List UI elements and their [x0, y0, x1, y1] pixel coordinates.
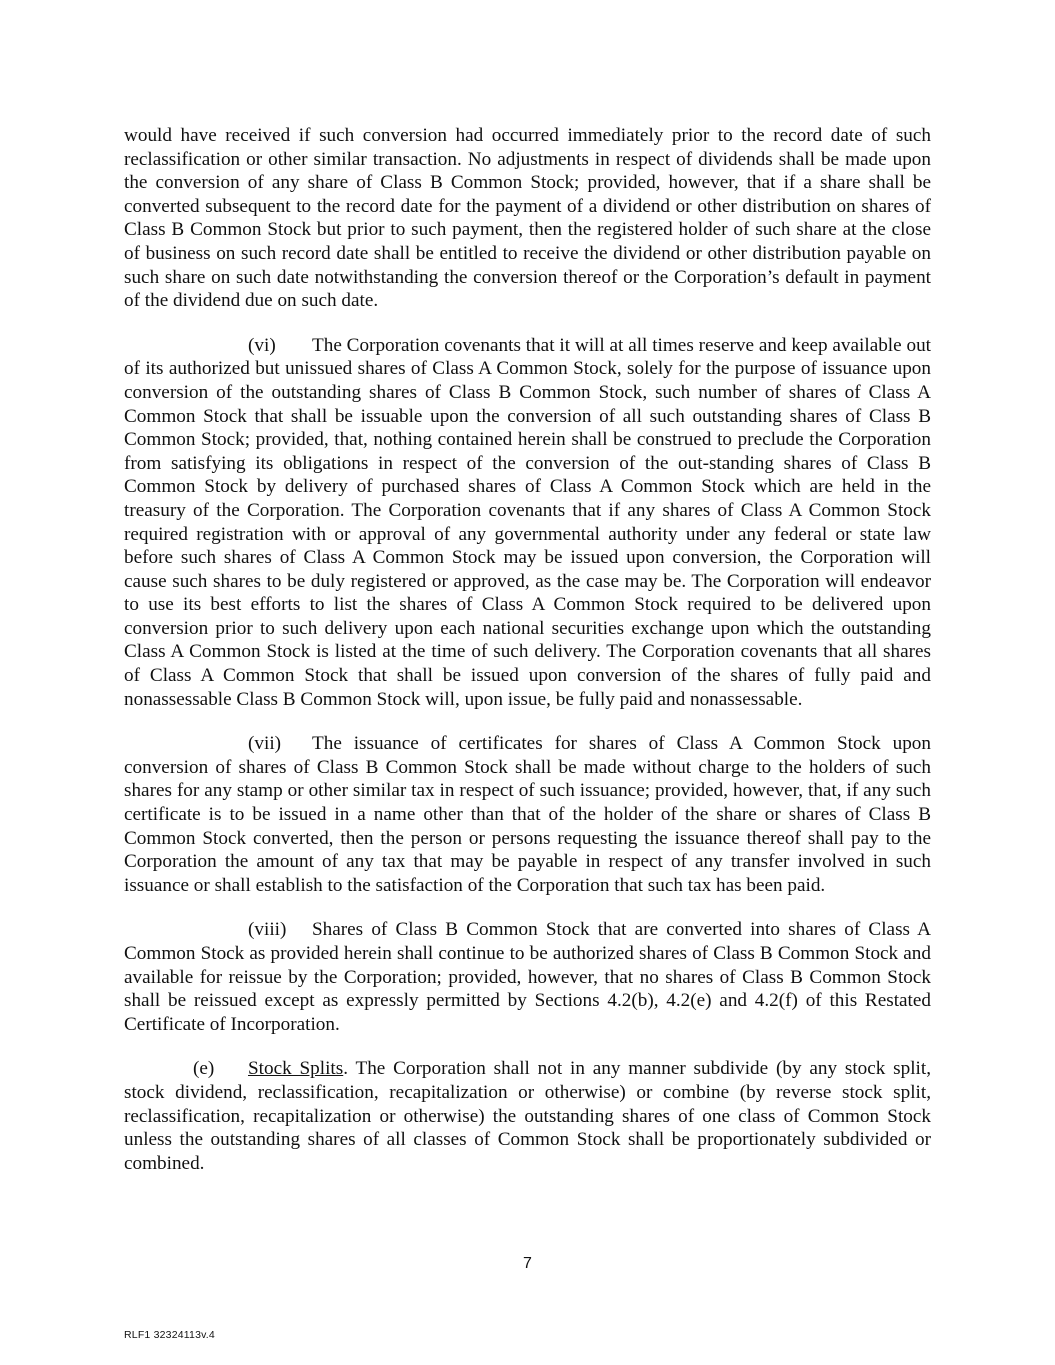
paragraph-vii — [124, 732, 931, 897]
paragraph-text: The issuance of certificates for shares of Class A Common Stock upon conversion of shares of Class B Common Stock shall be made without charge to the holders of such shares for any stamp or other similar tax in respect of such issuance; provided, however, that, if any such certificate is to be issued in a name other than that of the holder of the share or shares of Class B Common Stock converted, then the person or persons requesting the issuance thereof shall pay to the Corporation the amount of any tax that may be payable in respect of any transfer involved in such issuance or shall establish to the satisfaction of the Corporation that such tax has been paid. — [124, 733, 931, 896]
document-id: RLF1 32324113v.4 — [124, 1329, 215, 1341]
paragraph-marker: (vii) — [248, 733, 282, 755]
page-number: 7 — [523, 1255, 532, 1272]
paragraph-vi — [124, 334, 931, 712]
paragraph-viii — [124, 918, 931, 1036]
paragraph-text: The Corporation covenants that it will at all times reserve and keep available out of its authorized but unissued shares of Class A Common Stock, solely for the purpose of issuance upon conversion of the outstanding shares of Class B Common Stock, such number of shares of Class A Common Stock that shall be issuable upon the conversion of all such outstanding shares of Class B Common Stock; provided, that, nothing contained herein shall be construed to preclude the Corporation from satisfying its obligations in respect of the conversion of the out-standing shares of Class B Common Stock by delivery of purchased shares of Class A Common Stock which are held in the treasury of the Corporation. The Corporation covenants that if any shares of Class A Common Stock required registration with or approval of any governmental authority under any federal or state law before such shares of Class A Common Stock may be issued upon conversion, the Corporation will cause such shares to be duly registered or approved, as the case may be. The Corporation will endeavor to use its best efforts to list the shares of Class A Common Stock required to be delivered upon conversion prior to such delivery upon each national securities exchange upon which the outstanding Class A Common Stock is listed at the time of such delivery. The Corporation covenants that all shares of Class A Common Stock that shall be issued upon conversion of the shares of fully paid and nonassessable Class B Common Stock will, upon issue, be fully paid and nonassessable. — [124, 334, 931, 710]
paragraph-continuation — [124, 124, 931, 313]
paragraph-text: would have received if such conversion had occurred immediately prior to the record date of such reclassification or other similar transaction. No adjustments in respect of dividends shall be made upon the conversion of any share of Class B Common Stock; provided, however, that if a share shall be converted subsequent to the record date for the payment of a dividend or other distribution on shares of Class B Common Stock but prior to such payment, then the registered holder of such share at the close of business on such record date shall be entitled to receive the dividend or other distribution payable on such share on such date notwithstanding the conversion thereof or the Corporation’s default in payment of the dividend due on such date. — [124, 125, 931, 312]
paragraph-text: . The Corporation shall not in any manner subdivide (by any stock split, stock dividend, reclassification, recapitalization or otherwise) or combine (by reverse stock split, reclassification, recapitalization or otherwise) the outstanding shares of one class of Common Stock unless the outstanding shares of all classes of Common Stock shall be proportionately subdivided or combined. — [124, 1058, 931, 1174]
document-body — [124, 124, 931, 1196]
paragraph-marker: (vi) — [248, 334, 276, 356]
paragraph-text: Shares of Class B Common Stock that are converted into shares of Class A Common Stock as provided herein shall continue to be authorized shares of Class B Common Stock and available for reissue by the Corporation; provided, however, that no shares of Class B Common Stock shall be reissued except as expressly permitted by Sections 4.2(b), 4.2(e) and 4.2(f) of this Restated Certificate of Incorporation. — [124, 919, 931, 1035]
paragraph-e-stock-splits — [124, 1057, 931, 1175]
paragraph-marker: (e) — [193, 1058, 215, 1080]
section-heading: Stock Splits — [248, 1058, 344, 1080]
paragraph-marker: (viii) — [248, 919, 287, 941]
